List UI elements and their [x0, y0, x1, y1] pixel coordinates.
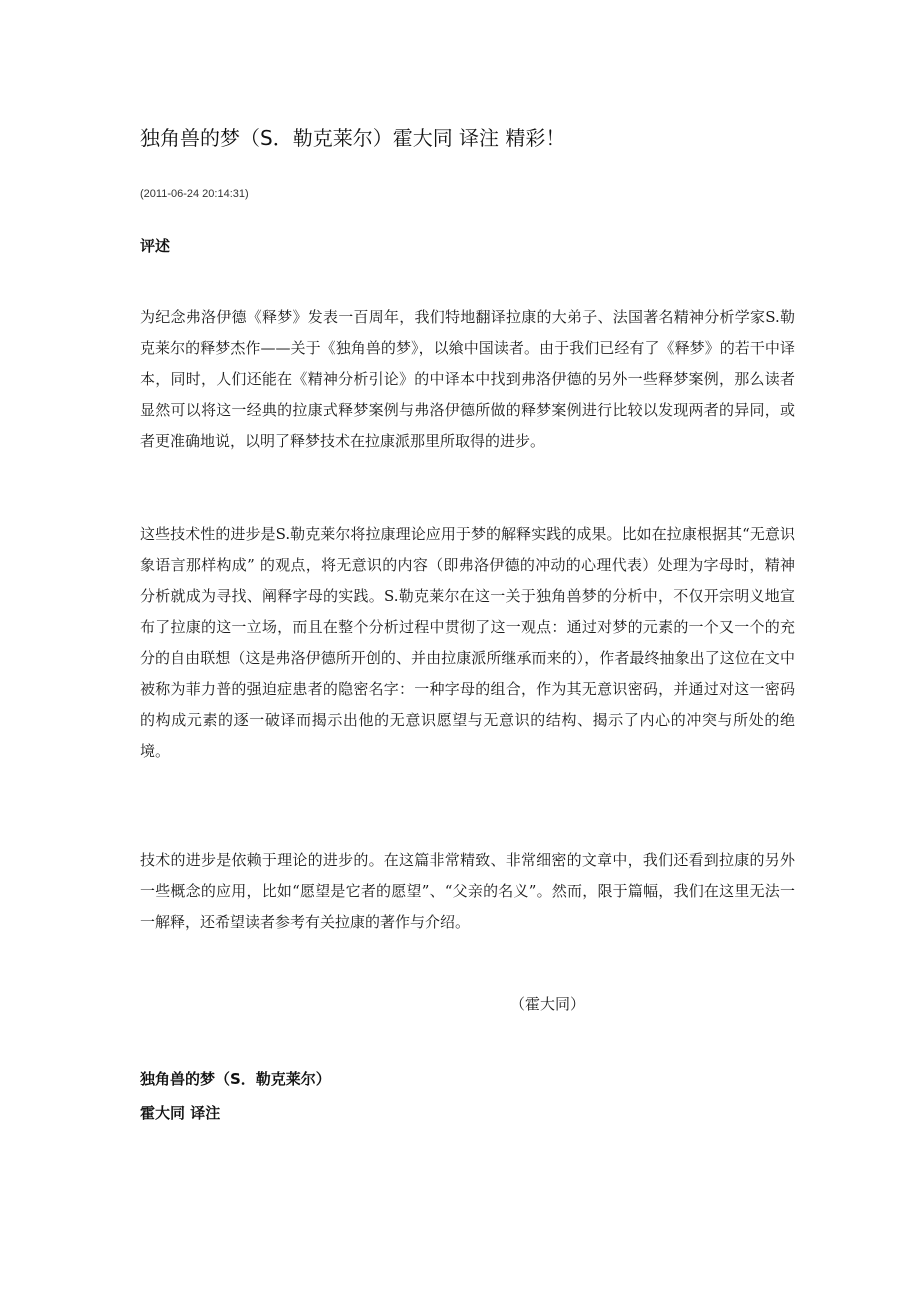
review-heading: 评述: [140, 237, 171, 255]
review-paragraph-2: 这些技术性的进步是S.勒克莱尔将拉康理论应用于梦的解释实践的成果。比如在拉康根据其“无意识象语言那样构成” 的观点，将无意识的内容（即弗洛伊德的冲动的心理代表）处理为字母时，精神分析就成为寻找、阐释字母的实践。S.勒克莱尔在这一关于独角兽梦的分析中，不仅开宗明义地宣布了拉康的这一立场，而且在整个分析过程中贯彻了这一观点：通过对梦的元素的一个又一个的充分的自由联想（这是弗洛伊德所开创的、并由拉康派所继承而来的），作者最终抽象出了这位在文中被称为菲力普的强迫症患者的隐密名字：一种字母的组合，作为其无意识密码，并通过对这一密码的构成元素的逐一破译而揭示出他的无意识愿望与无意识的结构、揭示了内心的冲突与所处的绝境。: [140, 525, 795, 760]
article-timestamp: (2011-06-24 20:14:31): [140, 188, 249, 200]
article-title: 独角兽的梦（S．勒克莱尔）霍大同 译注 精彩！: [140, 126, 566, 150]
review-signature: （霍大同）: [510, 995, 586, 1013]
review-paragraph-3: 技术的进步是依赖于理论的进步的。在这篇非常精致、非常细密的文章中，我们还看到拉康的另外一些概念的应用，比如“愿望是它者的愿望”、“父亲的名义”。然而，限于篇幅，我们在这里无法一一解释，还希望读者参考有关拉康的著作与介绍。: [140, 851, 795, 931]
article-subtitle: 独角兽的梦（S．勒克莱尔）: [140, 1070, 331, 1088]
review-paragraph-1: 为纪念弗洛伊德《释梦》发表一百周年，我们特地翻译拉康的大弟子、法国著名精神分析学家S.勒克莱尔的释梦杰作——关于《独角兽的梦》，以飨中国读者。由于我们已经有了《释梦》的若干中译本，同时，人们还能在《精神分析引论》的中译本中找到弗洛伊德的另外一些释梦案例，那么读者显然可以将这一经典的拉康式释梦案例与弗洛伊德所做的释梦案例进行比较以发现两者的异同，或者更准确地说，以明了释梦技术在拉康派那里所取得的进步。: [140, 308, 795, 450]
translator-credit: 霍大同 译注: [140, 1104, 221, 1122]
